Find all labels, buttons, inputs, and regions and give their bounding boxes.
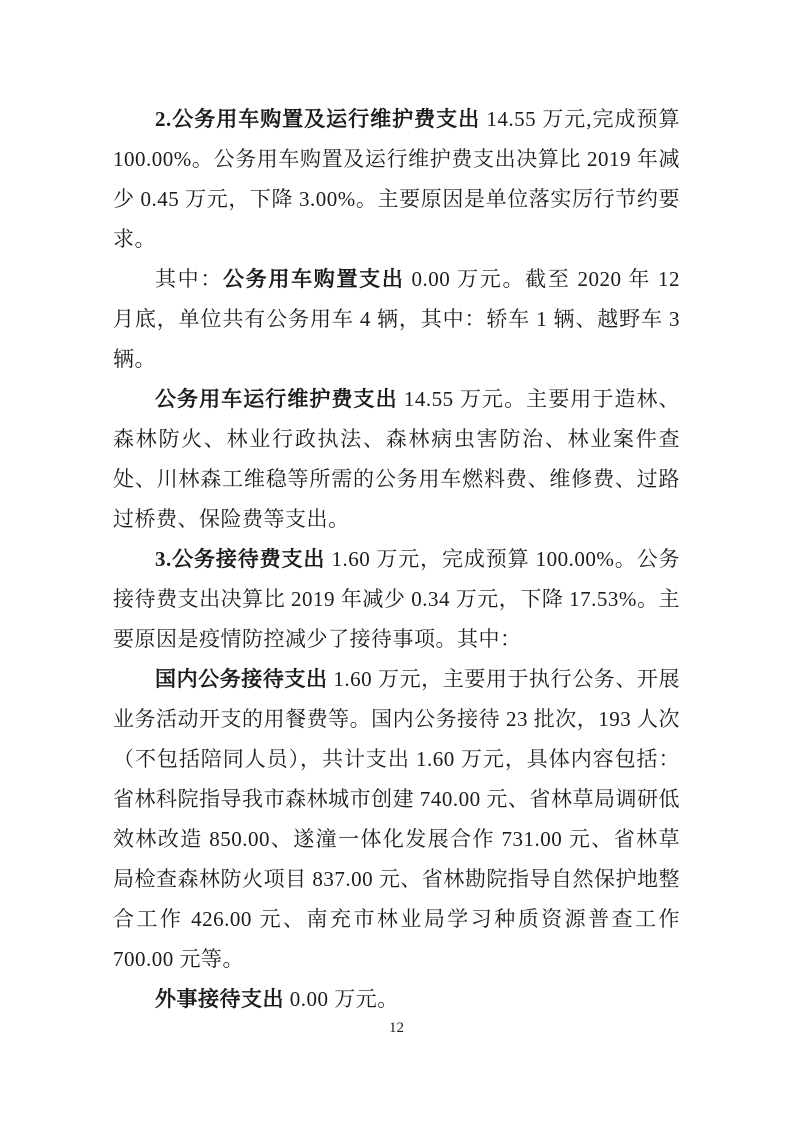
paragraph-bold-heading: 公务用车购置支出: [223, 267, 405, 291]
paragraph-vehicle-maintenance: [113, 379, 680, 539]
paragraph-foreign-reception: [113, 979, 680, 1019]
paragraph-body-text: 0.00 万元。截至 2020 年 12 月底，单位共有公务用车 4 辆，其中：轿车 1 辆、越野车 3 辆。: [113, 267, 681, 371]
paragraph-vehicle-purchase: [113, 259, 680, 379]
paragraph-reception-total: [113, 539, 680, 659]
paragraph-lead-text: 其中：: [155, 267, 224, 291]
paragraph-body-text: 1.60 万元，主要用于执行公务、开展业务活动开支的用餐费等。国内公务接待 23 批次，193 人次（不包括陪同人员），共计支出 1.60 万元，具体内容包括：省林科院指导我市森林城市创建 740.00 元、省林草局调研低效林改造 850.00、遂潼一体化发展合作 731.00 元、省林草局检查森林防火项目 837.00 元、省林勘院指导自然保护地整合工作 426.00 元、南充市林业局学习种质资源普查工作 700.00 元等。: [113, 667, 680, 971]
paragraph-body-text: 0.00 万元。: [284, 987, 399, 1011]
paragraph-bold-heading: 2.公务用车购置及运行维护费支出: [155, 107, 481, 131]
paragraph-vehicle-total: [113, 99, 680, 259]
paragraph-bold-heading: 国内公务接待支出: [155, 667, 328, 691]
paragraph-bold-heading: 公务用车运行维护费支出: [155, 387, 398, 411]
paragraph-domestic-reception: [113, 659, 680, 979]
paragraph-body-text: 14.55 万元。主要用于造林、森林防火、林业行政执法、森林病虫害防治、林业案件查处、川林森工维稳等所需的公务用车燃料费、维修费、过路过桥费、保险费等支出。: [113, 387, 680, 531]
paragraph-bold-heading: 3.公务接待费支出: [155, 547, 326, 571]
page-body: [113, 99, 680, 1019]
paragraph-body-text: 1.60 万元，完成预算 100.00%。公务接待费支出决算比 2019 年减少 0.34 万元，下降 17.53%。主要原因是疫情防控减少了接待事项。其中：: [113, 547, 681, 651]
paragraph-bold-heading: 外事接待支出: [155, 987, 284, 1011]
page-number: 12: [389, 1020, 404, 1036]
paragraph-body-text: 14.55 万元,完成预算 100.00%。公务用车购置及运行维护费支出决算比 2019 年减少 0.45 万元，下降 3.00%。主要原因是单位落实厉行节约要求。: [113, 107, 681, 251]
